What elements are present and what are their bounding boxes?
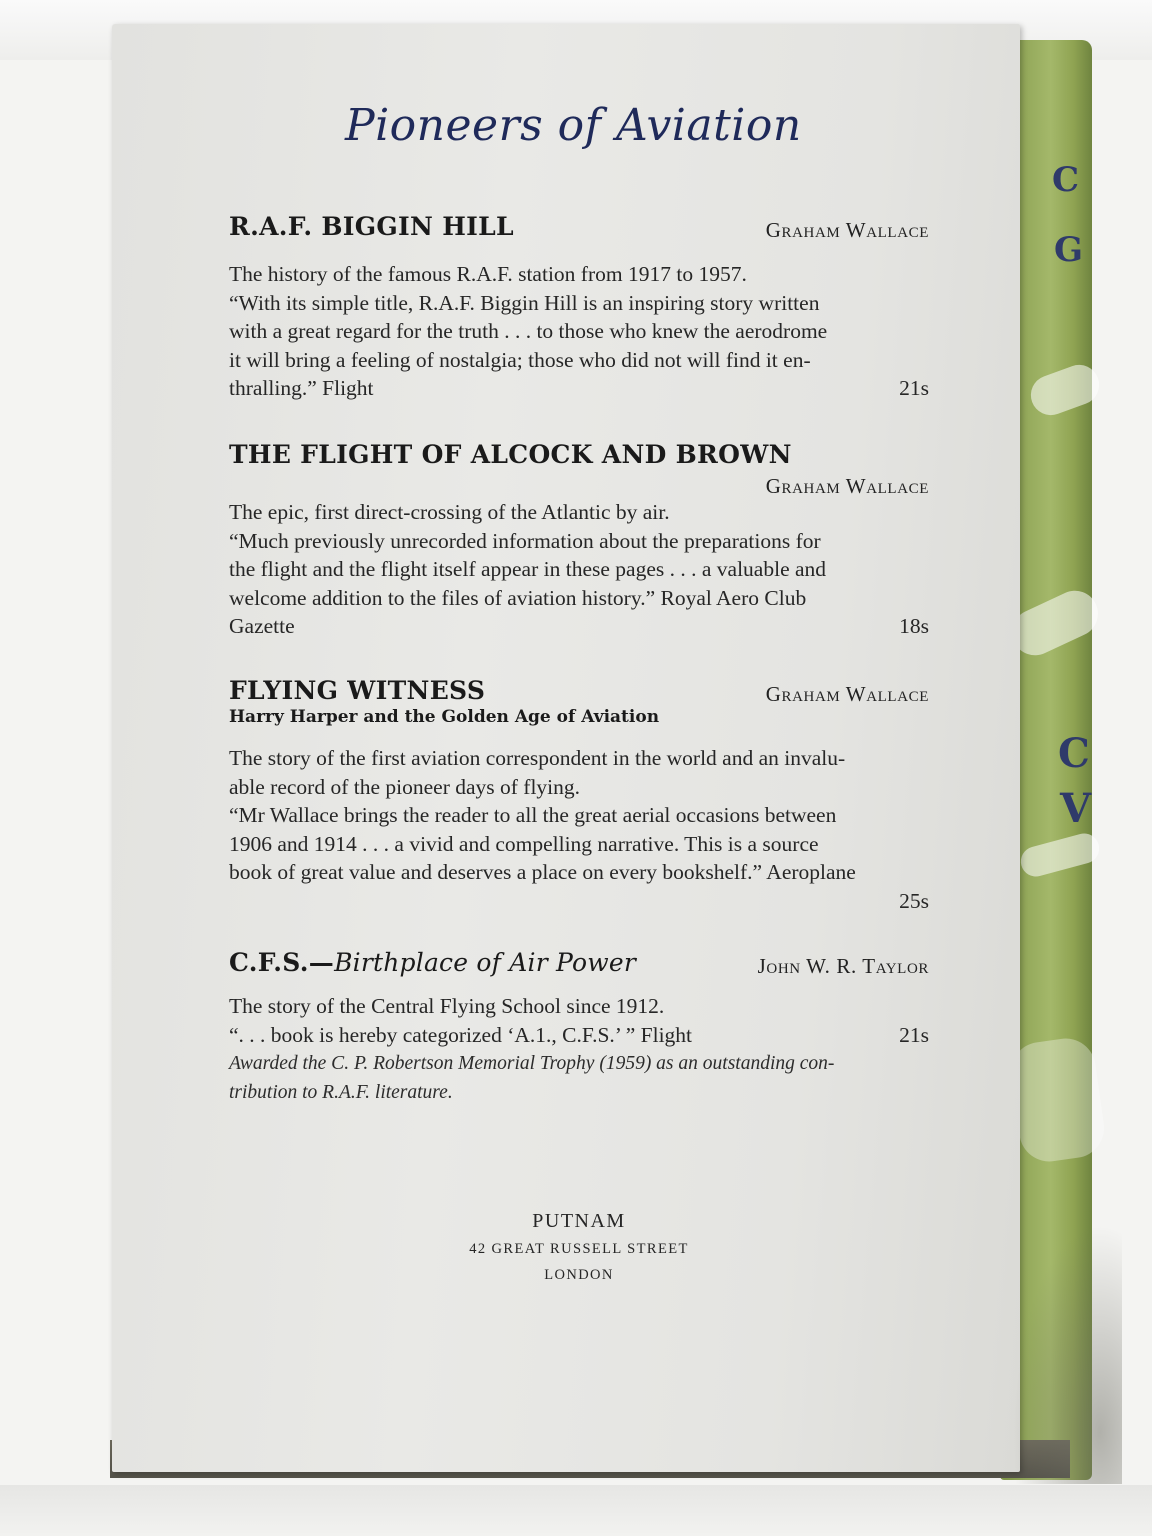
book-entry xyxy=(229,676,929,915)
description-text: “. . . book is hereby categorized ‘A.1., C.F.S.’ ” Flight xyxy=(229,1022,693,1047)
publisher-address: 42 GREAT RUSSELL STREET xyxy=(469,1241,689,1257)
description-line: 1906 and 1914 . . . a vivid and compelling narrative. This is a source xyxy=(229,831,819,856)
book-entry xyxy=(229,212,929,403)
book-description xyxy=(229,744,929,915)
description-line: “Mr Wallace brings the reader to all the great aerial occasions between xyxy=(229,803,837,827)
spine-highlight xyxy=(1017,830,1102,880)
award-note xyxy=(229,1049,929,1107)
description-line: “With its simple title, R.A.F. Biggin Hill is an inspiring story written xyxy=(229,290,820,315)
description-line xyxy=(229,1021,929,1050)
book-author: John W. R. Taylor xyxy=(757,954,929,978)
book-author: Graham Wallace xyxy=(765,218,929,242)
book-entry xyxy=(229,948,929,1107)
description-text: thralling.” Flight xyxy=(229,376,374,400)
wear-mark xyxy=(1012,1224,1122,1484)
price: 18s xyxy=(899,614,929,638)
price-line xyxy=(229,887,929,916)
entry-header xyxy=(229,440,929,474)
entry-header xyxy=(229,676,929,706)
spine-highlight xyxy=(1007,1035,1108,1166)
description-line: welcome addition to the files of aviation history.” Royal Aero Club xyxy=(229,585,807,610)
entry-header xyxy=(229,212,929,246)
description-line: The story of the Central Flying School since 1912. xyxy=(229,994,665,1018)
price: 21s xyxy=(899,376,929,400)
description-line: The epic, first direct-crossing of the Atlantic by air. xyxy=(229,500,670,524)
book-entry xyxy=(229,440,929,641)
book-title-main: C.F.S.— xyxy=(229,948,335,977)
description-line: the flight and the flight itself appear in these pages . . . a valuable and xyxy=(229,557,827,581)
award-line: Awarded the C. P. Robertson Memorial Trophy (1959) as an outstanding con- xyxy=(229,1053,835,1074)
price: 25s xyxy=(899,888,929,913)
publisher-name: PUTNAM xyxy=(532,1210,626,1232)
publisher-city: LONDON xyxy=(544,1267,614,1283)
description-line: The history of the famous R.A.F. station from 1917 to 1957. xyxy=(229,262,747,286)
spine-highlight xyxy=(1025,359,1104,421)
description-line: book of great value and deserves a place on every bookshelf.” Aeroplane xyxy=(229,860,856,884)
book-title-subtitle: Birthplace of Air Power xyxy=(334,948,636,977)
book-description xyxy=(229,498,929,641)
spine-lettering: V xyxy=(1060,785,1092,832)
description-line: it will bring a feeling of nostalgia; those who did not will find it en- xyxy=(229,347,811,372)
page-title: Pioneers of Aviation xyxy=(345,100,802,151)
book-author: Graham Wallace xyxy=(765,682,929,706)
spine-lettering: G xyxy=(1054,230,1084,270)
description-line: “Much previously unrecorded information about the preparations for xyxy=(229,528,821,553)
entry-header xyxy=(229,948,929,982)
book-title: FLYING WITNESS xyxy=(229,676,486,705)
award-line: tribution to R.A.F. literature. xyxy=(229,1082,453,1103)
description-line xyxy=(229,612,929,641)
book-description xyxy=(229,260,929,403)
spine-lettering: C xyxy=(1052,160,1080,200)
book-author: Graham Wallace xyxy=(765,474,929,498)
book-title: THE FLIGHT OF ALCOCK AND BROWN xyxy=(229,440,792,469)
surface xyxy=(0,1485,1152,1536)
description-line: The story of the first aviation correspondent in the world and an invalu- xyxy=(229,746,846,770)
description-line: able record of the pioneer days of flying. xyxy=(229,774,581,799)
book-description xyxy=(229,992,929,1049)
publisher-imprint xyxy=(229,1206,929,1288)
price: 21s xyxy=(899,1022,929,1047)
book-title xyxy=(229,948,636,977)
book-title: R.A.F. BIGGIN HILL xyxy=(229,212,514,241)
spine-lettering: C xyxy=(1058,730,1090,777)
book-subtitle: Harry Harper and the Golden Age of Aviation xyxy=(229,707,660,727)
description-line: with a great regard for the truth . . . to those who knew the aerodrome xyxy=(229,319,828,343)
description-text: Gazette xyxy=(229,614,295,638)
description-line xyxy=(229,374,929,403)
